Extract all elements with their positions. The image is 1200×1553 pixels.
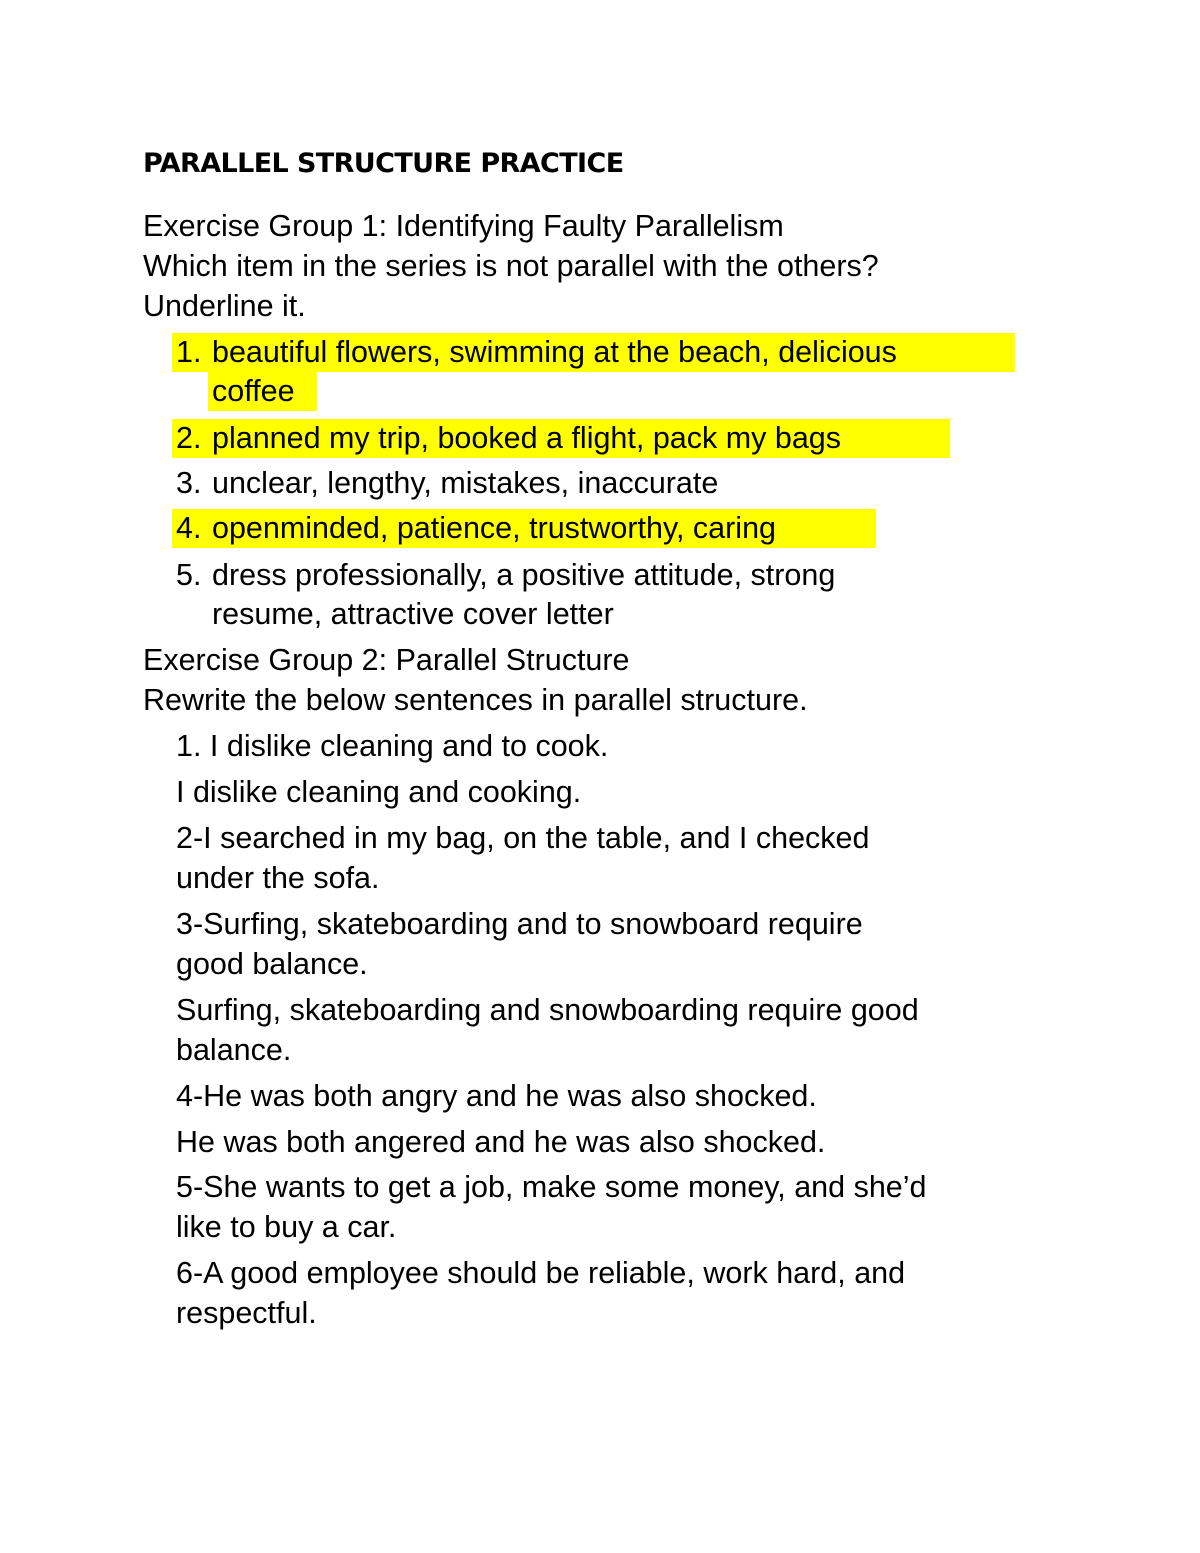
sentence-line: 3-Surfing, skateboarding and to snowboard require: [176, 907, 863, 941]
sentence-line: 5-She wants to get a job, make some money, and she’d: [176, 1170, 927, 1204]
item-text-line1: unclear, lengthy, mistakes, inaccurate: [212, 466, 719, 500]
item-number: 1.: [176, 335, 202, 369]
item-text-line1: planned my trip, booked a flight, pack my bags: [212, 421, 841, 455]
sentence-line: 1. I dislike cleaning and to cook.: [176, 729, 609, 763]
item-text-line2: coffee: [212, 374, 295, 408]
sentence-line: under the sofa.: [176, 861, 380, 895]
sentence-line: I dislike cleaning and cooking.: [176, 775, 582, 809]
sentence-line: respectful.: [176, 1296, 317, 1330]
item-text-line1: openminded, patience, trustworthy, caring: [212, 511, 776, 545]
item-text-line1: beautiful flowers, swimming at the beach, delicious: [212, 335, 897, 369]
item-number: 5.: [176, 558, 202, 592]
sentence-line: good balance.: [176, 947, 368, 981]
item-number: 4.: [176, 511, 202, 545]
sentence-line: balance.: [176, 1033, 292, 1067]
sentence-line: 4-He was both angry and he was also shocked.: [176, 1079, 817, 1113]
item-number: 3.: [176, 466, 202, 500]
item-number: 2.: [176, 421, 202, 455]
sentence-line: 6-A good employee should be reliable, work hard, and: [176, 1256, 906, 1290]
group1-instruction-line2: Underline it.: [143, 289, 306, 323]
group1-heading: Exercise Group 1: Identifying Faulty Parallelism: [143, 209, 784, 243]
sentence-line: Surfing, skateboarding and snowboarding require good: [176, 993, 919, 1027]
sentence-line: He was both angered and he was also shocked.: [176, 1125, 826, 1159]
document-title: PARALLEL STRUCTURE PRACTICE: [143, 148, 624, 179]
group2-instruction: Rewrite the below sentences in parallel structure.: [143, 683, 808, 717]
item-text-line2: resume, attractive cover letter: [212, 597, 614, 631]
sentence-line: 2-I searched in my bag, on the table, and I checked: [176, 821, 870, 855]
item-text-line1: dress professionally, a positive attitude, strong: [212, 558, 836, 592]
group1-instruction-line1: Which item in the series is not parallel with the others?: [143, 249, 879, 283]
sentence-line: like to buy a car.: [176, 1210, 397, 1244]
group2-heading: Exercise Group 2: Parallel Structure: [143, 643, 630, 677]
